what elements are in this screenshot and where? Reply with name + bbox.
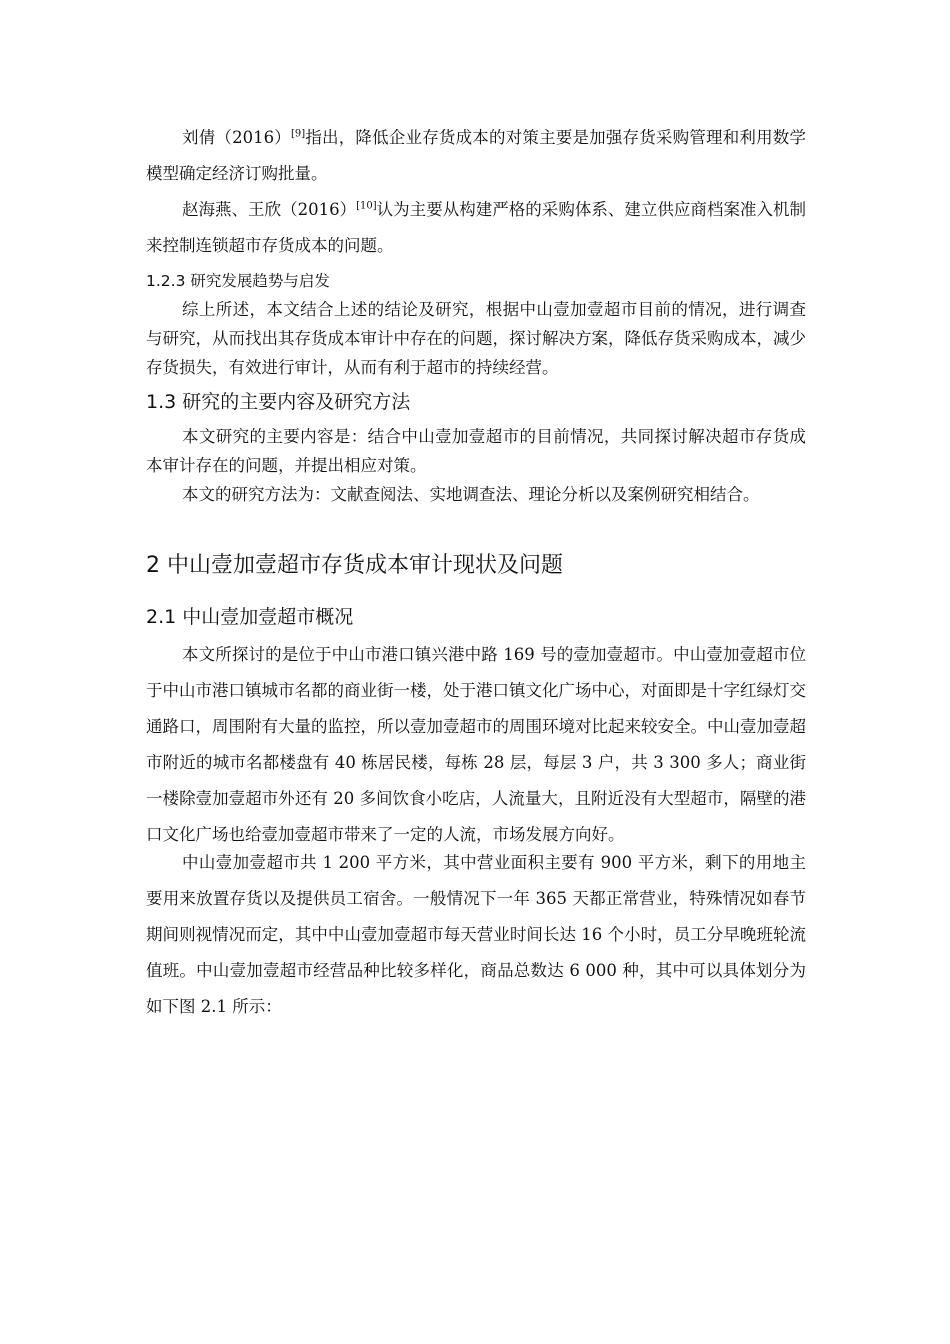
heading-1-3: 1.3 研究的主要内容及研究方法 bbox=[146, 391, 411, 413]
heading-1-2-3: 1.2.3 研究发展趋势与启发 bbox=[146, 272, 330, 290]
paragraph-liu-qian: 刘倩（2016）[9]指出，降低企业存货成本的对策主要是加强存货采购管理和利用数学模型确定经济订购批量。 bbox=[146, 128, 806, 183]
citation-ref: [10] bbox=[356, 200, 377, 212]
paragraph-store-details: 中山壹加壹超市共 1 200 平方米，其中营业面积主要有 900 平方米，剩下的用地主要用来放置存货以及提供员工宿舍。一般情况下一年 365 天都正常营业，特殊情况如春节期间则视情况而定，其中中山壹加壹超市每天营业时间长达 16 个小时，员工分早晚班轮流值班。中山壹加壹超市经营品种比较多样化，商品总数达 6 000 种，其中可以具体划分为如下图 2.1 所示： bbox=[146, 853, 806, 1016]
paragraph-overview: 本文所探讨的是位于中山市港口镇兴港中路 169 号的壹加壹超市。中山壹加壹超市位于中山市港口镇城市名都的商业街一楼，处于港口镇文化广场中心，对面即是十字红绿灯交通路口，周围附有大量的监控，所以壹加壹超市的周围环境对比起来较安全。中山壹加壹超市附近的城市名都楼盘有 40 栋居民楼，每栋 28 层，每层 3 户，共 3 300 多人；商业街一楼除壹加壹超市外还有 20 多间饮食小吃店，人流量大，且附近没有大型超市，隔壁的港口文化广场也给壹加壹超市带来了一定的人流，市场发展方向好。 bbox=[146, 645, 806, 844]
heading-2-1: 2.1 中山壹加壹超市概况 bbox=[146, 606, 354, 628]
heading-chapter-2: 2 中山壹加壹超市存货成本审计现状及问题 bbox=[146, 553, 563, 578]
paragraph-main-content: 本文研究的主要内容是：结合中山壹加壹超市的目前情况，共同探讨解决超市存货成本审计存在的问题，并提出相应对策。 bbox=[146, 427, 806, 475]
paragraph-summary: 综上所述，本文结合上述的结论及研究，根据中山壹加壹超市目前的情况，进行调查与研究，从而找出其存货成本审计中存在的问题，探讨解决方案，降低存货采购成本，减少存货损失，有效进行审计，从而有利于超市的持续经营。 bbox=[146, 300, 806, 377]
paragraph-zhao-haiyan: 赵海燕、王欣（2016）[10]认为主要从构建严格的采购体系、建立供应商档案准入机制来控制连锁超市存货成本的问题。 bbox=[146, 200, 807, 255]
paragraph-methods: 本文的研究方法为：文献查阅法、实地调查法、理论分析以及案例研究相结合。 bbox=[182, 485, 760, 504]
citation-ref: [9] bbox=[290, 128, 306, 140]
